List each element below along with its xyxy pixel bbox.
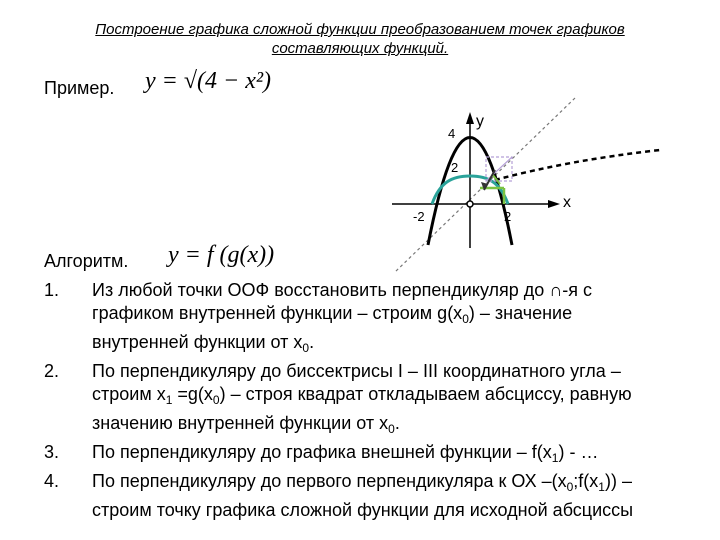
title-line-1: Построение графика сложной функции преобразованием точек графиков: [95, 21, 625, 38]
step-number: 1.: [44, 280, 60, 300]
step-2: [44, 360, 704, 441]
tick-4: 4: [448, 126, 456, 141]
step-number: 3.: [44, 442, 60, 462]
step-1: [44, 279, 704, 360]
x-axis-arrow: [548, 200, 560, 208]
origin-point: [467, 201, 473, 207]
step-number: 2.: [44, 361, 60, 381]
algorithm-steps: [44, 279, 704, 522]
outer-curve: [495, 150, 660, 180]
tick-neg2: -2: [413, 209, 425, 224]
step-text-line: По перпендикуляру до графика внешней функции – $f(x_1)$ - …: [92, 442, 599, 465]
step-text-line: Из любой точки ООФ восстановить перпендикуляр до ∩-я с: [92, 280, 593, 300]
tick-2-y: 2: [451, 160, 459, 175]
step-text-line: внутренней функции от $x_0$.: [92, 332, 315, 355]
formula-general: y = f (g(x)): [168, 242, 275, 268]
y-axis-label: y: [476, 113, 484, 130]
step-4: [44, 470, 704, 522]
tick-2-x: 2: [504, 209, 512, 224]
example-label: Пример.: [44, 78, 115, 98]
step-text-line: По перпендикуляру до биссектрисы I – III координатного угла –: [92, 361, 621, 381]
y-axis-arrow: [466, 112, 474, 124]
step-text-line: графиком внутренней функции – строим $g(x_0)$ – значение: [92, 303, 573, 326]
step-text-line: По перпендикуляру до первого перпендикуляра к ОХ $-(x_0;f(x_1))$ –: [92, 471, 632, 494]
step-text-line: строим точку графика сложной функции для исходной абсциссы: [92, 500, 634, 520]
step-text-line: строим $x_1 =g(x_0)$ – строя квадрат откладываем абсциссу, равную: [92, 384, 632, 407]
formula-main: y = √(4 − x²): [145, 68, 272, 94]
algorithm-label: Алгоритм.: [44, 251, 129, 271]
title-line-2: составляющих функций.: [271, 40, 449, 57]
step-number: 4.: [44, 471, 60, 491]
step-3: [44, 441, 704, 470]
step-text-line: значению внутренней функции от $x_0$.: [92, 413, 400, 436]
x-axis-label: x: [563, 194, 571, 211]
